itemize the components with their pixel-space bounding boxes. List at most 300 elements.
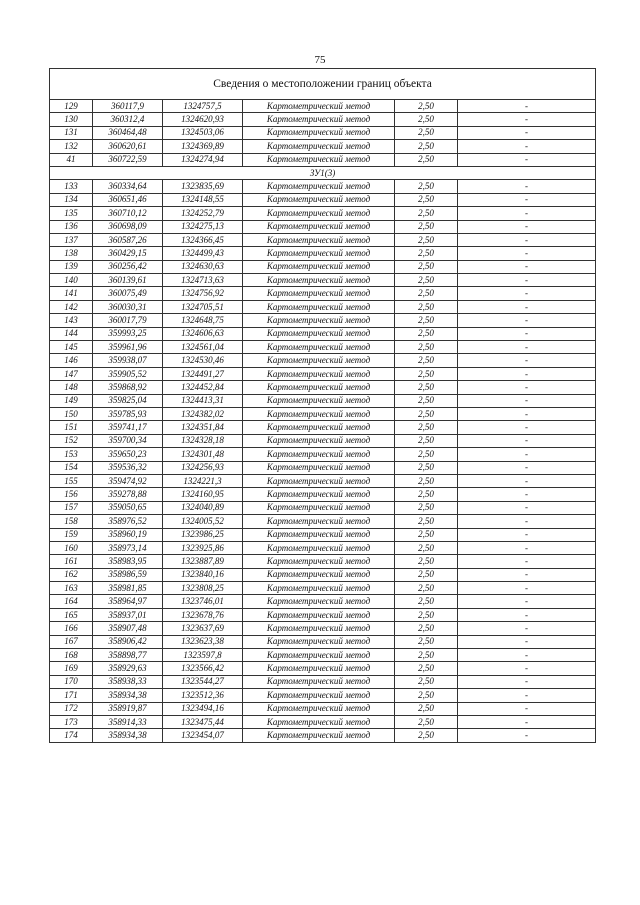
x-coordinate-cell: 358976,52 [93,515,163,528]
x-coordinate-cell: 359474,92 [93,474,163,487]
y-coordinate-cell: 1324252,79 [163,207,243,220]
description-cell: - [458,715,596,728]
method-cell: Картометрический метод [243,729,395,742]
table-row [50,541,596,554]
point-number-cell: 141 [50,287,93,300]
table-row [50,220,596,233]
point-number-cell: 171 [50,689,93,702]
table-row [50,649,596,662]
point-number-cell: 137 [50,233,93,246]
y-coordinate-cell: 1323835,69 [163,180,243,193]
description-cell: - [458,314,596,327]
table-row [50,354,596,367]
method-cell: Картометрический метод [243,608,395,621]
table-row [50,488,596,501]
accuracy-cell: 2,50 [395,702,458,715]
x-coordinate-cell: 358973,14 [93,541,163,554]
point-number-cell: 158 [50,515,93,528]
y-coordinate-cell: 1323746,01 [163,595,243,608]
table-row [50,474,596,487]
description-cell: - [458,608,596,621]
point-number-cell: 172 [50,702,93,715]
method-cell: Картометрический метод [243,421,395,434]
description-cell: - [458,568,596,581]
table-row [50,193,596,206]
y-coordinate-cell: 1324757,5 [163,100,243,113]
y-coordinate-cell: 1323494,16 [163,702,243,715]
description-cell: - [458,555,596,568]
table-row [50,448,596,461]
table-row [50,153,596,166]
accuracy-cell: 2,50 [395,675,458,688]
table-row [50,461,596,474]
table-row [50,568,596,581]
description-cell: - [458,488,596,501]
x-coordinate-cell: 359868,92 [93,381,163,394]
accuracy-cell: 2,50 [395,528,458,541]
description-cell: - [458,515,596,528]
method-cell: Картометрический метод [243,314,395,327]
x-coordinate-cell: 358919,87 [93,702,163,715]
table-row [50,100,596,113]
accuracy-cell: 2,50 [395,515,458,528]
accuracy-cell: 2,50 [395,568,458,581]
description-cell: - [458,394,596,407]
x-coordinate-cell: 358938,33 [93,675,163,688]
point-number-cell: 173 [50,715,93,728]
table-row [50,314,596,327]
point-number-cell: 151 [50,421,93,434]
accuracy-cell: 2,50 [395,488,458,501]
accuracy-cell: 2,50 [395,689,458,702]
accuracy-cell: 2,50 [395,595,458,608]
description-cell: - [458,113,596,126]
accuracy-cell: 2,50 [395,541,458,554]
method-cell: Картометрический метод [243,448,395,461]
y-coordinate-cell: 1324648,75 [163,314,243,327]
table-row [50,675,596,688]
x-coordinate-cell: 360587,26 [93,233,163,246]
method-cell: Картометрический метод [243,555,395,568]
method-cell: Картометрический метод [243,675,395,688]
y-coordinate-cell: 1324256,93 [163,461,243,474]
y-coordinate-cell: 1323887,89 [163,555,243,568]
x-coordinate-cell: 360710,12 [93,207,163,220]
method-cell: Картометрический метод [243,274,395,287]
x-coordinate-cell: 359050,65 [93,501,163,514]
accuracy-cell: 2,50 [395,635,458,648]
accuracy-cell: 2,50 [395,662,458,675]
y-coordinate-cell: 1324713,63 [163,274,243,287]
point-number-cell: 132 [50,140,93,153]
description-cell: - [458,300,596,313]
description-cell: - [458,528,596,541]
table-row [50,582,596,595]
description-cell: - [458,140,596,153]
point-number-cell: 143 [50,314,93,327]
y-coordinate-cell: 1323808,25 [163,582,243,595]
x-coordinate-cell: 360256,42 [93,260,163,273]
accuracy-cell: 2,50 [395,649,458,662]
description-cell: - [458,341,596,354]
method-cell: Картометрический метод [243,153,395,166]
table-row [50,126,596,139]
point-number-cell: 129 [50,100,93,113]
description-cell: - [458,247,596,260]
table-title: Сведения о местоположении границ объекта [50,69,596,100]
description-cell: - [458,635,596,648]
description-cell: - [458,675,596,688]
point-number-cell: 144 [50,327,93,340]
x-coordinate-cell: 360030,31 [93,300,163,313]
accuracy-cell: 2,50 [395,394,458,407]
y-coordinate-cell: 1324756,92 [163,287,243,300]
method-cell: Картометрический метод [243,140,395,153]
table-row [50,300,596,313]
method-cell: Картометрический метод [243,100,395,113]
method-cell: Картометрический метод [243,233,395,246]
description-cell: - [458,582,596,595]
x-coordinate-cell: 358960,19 [93,528,163,541]
method-cell: Картометрический метод [243,461,395,474]
y-coordinate-cell: 1323678,76 [163,608,243,621]
point-number-cell: 155 [50,474,93,487]
point-number-cell: 160 [50,541,93,554]
y-coordinate-cell: 1324530,46 [163,354,243,367]
point-number-cell: 134 [50,193,93,206]
x-coordinate-cell: 360620,61 [93,140,163,153]
description-cell: - [458,474,596,487]
description-cell: - [458,622,596,635]
method-cell: Картометрический метод [243,662,395,675]
point-number-cell: 138 [50,247,93,260]
point-number-cell: 41 [50,153,93,166]
description-cell: - [458,702,596,715]
y-coordinate-cell: 1324561,04 [163,341,243,354]
x-coordinate-cell: 358986,59 [93,568,163,581]
accuracy-cell: 2,50 [395,100,458,113]
x-coordinate-cell: 358929,63 [93,662,163,675]
accuracy-cell: 2,50 [395,474,458,487]
description-cell: - [458,649,596,662]
point-number-cell: 131 [50,126,93,139]
table-row [50,528,596,541]
point-number-cell: 164 [50,595,93,608]
description-cell: - [458,220,596,233]
point-number-cell: 135 [50,207,93,220]
description-cell: - [458,367,596,380]
x-coordinate-cell: 360117,9 [93,100,163,113]
point-number-cell: 162 [50,568,93,581]
table-row [50,274,596,287]
method-cell: Картометрический метод [243,474,395,487]
point-number-cell: 150 [50,407,93,420]
point-number-cell: 153 [50,448,93,461]
point-number-cell: 148 [50,381,93,394]
point-number-cell: 139 [50,260,93,273]
method-cell: Картометрический метод [243,381,395,394]
accuracy-cell: 2,50 [395,381,458,394]
x-coordinate-cell: 359278,88 [93,488,163,501]
table-row [50,595,596,608]
y-coordinate-cell: 1323475,44 [163,715,243,728]
accuracy-cell: 2,50 [395,327,458,340]
method-cell: Картометрический метод [243,541,395,554]
section-label: ЗУ1(3) [50,166,596,179]
point-number-cell: 161 [50,555,93,568]
accuracy-cell: 2,50 [395,180,458,193]
description-cell: - [458,381,596,394]
accuracy-cell: 2,50 [395,314,458,327]
method-cell: Картометрический метод [243,407,395,420]
x-coordinate-cell: 358907,48 [93,622,163,635]
table-row [50,287,596,300]
accuracy-cell: 2,50 [395,434,458,447]
description-cell: - [458,595,596,608]
y-coordinate-cell: 1323925,86 [163,541,243,554]
y-coordinate-cell: 1324369,89 [163,140,243,153]
x-coordinate-cell: 359938,07 [93,354,163,367]
method-cell: Картометрический метод [243,260,395,273]
method-cell: Картометрический метод [243,193,395,206]
method-cell: Картометрический метод [243,568,395,581]
method-cell: Картометрический метод [243,622,395,635]
description-cell: - [458,407,596,420]
table-row [50,729,596,742]
description-cell: - [458,274,596,287]
method-cell: Картометрический метод [243,367,395,380]
method-cell: Картометрический метод [243,702,395,715]
accuracy-cell: 2,50 [395,247,458,260]
y-coordinate-cell: 1323566,42 [163,662,243,675]
y-coordinate-cell: 1324221,3 [163,474,243,487]
point-number-cell: 136 [50,220,93,233]
y-coordinate-cell: 1324452,84 [163,381,243,394]
accuracy-cell: 2,50 [395,421,458,434]
x-coordinate-cell: 358934,38 [93,729,163,742]
boundary-table [49,68,596,743]
table-row [50,367,596,380]
x-coordinate-cell: 359650,23 [93,448,163,461]
y-coordinate-cell: 1323597,8 [163,649,243,662]
method-cell: Картометрический метод [243,220,395,233]
table-row [50,434,596,447]
method-cell: Картометрический метод [243,287,395,300]
point-number-cell: 168 [50,649,93,662]
description-cell: - [458,207,596,220]
x-coordinate-cell: 360651,46 [93,193,163,206]
x-coordinate-cell: 358914,33 [93,715,163,728]
description-cell: - [458,662,596,675]
method-cell: Картометрический метод [243,180,395,193]
y-coordinate-cell: 1323986,25 [163,528,243,541]
table-row [50,233,596,246]
table-row [50,501,596,514]
accuracy-cell: 2,50 [395,233,458,246]
description-cell: - [458,153,596,166]
description-cell: - [458,541,596,554]
y-coordinate-cell: 1324040,89 [163,501,243,514]
x-coordinate-cell: 360139,61 [93,274,163,287]
x-coordinate-cell: 358898,77 [93,649,163,662]
description-cell: - [458,729,596,742]
method-cell: Картометрический метод [243,341,395,354]
page-number: 75 [314,54,326,66]
point-number-cell: 169 [50,662,93,675]
x-coordinate-cell: 360075,49 [93,287,163,300]
description-cell: - [458,287,596,300]
description-cell: - [458,501,596,514]
y-coordinate-cell: 1324148,55 [163,193,243,206]
point-number-cell: 156 [50,488,93,501]
x-coordinate-cell: 360429,15 [93,247,163,260]
accuracy-cell: 2,50 [395,140,458,153]
accuracy-cell: 2,50 [395,555,458,568]
point-number-cell: 163 [50,582,93,595]
method-cell: Картометрический метод [243,689,395,702]
method-cell: Картометрический метод [243,327,395,340]
accuracy-cell: 2,50 [395,354,458,367]
x-coordinate-cell: 358964,97 [93,595,163,608]
section-row [50,166,596,179]
description-cell: - [458,100,596,113]
point-number-cell: 147 [50,367,93,380]
method-cell: Картометрический метод [243,207,395,220]
accuracy-cell: 2,50 [395,274,458,287]
accuracy-cell: 2,50 [395,407,458,420]
table-row [50,327,596,340]
accuracy-cell: 2,50 [395,341,458,354]
boundary-table-body [50,69,596,743]
x-coordinate-cell: 359741,17 [93,421,163,434]
y-coordinate-cell: 1323512,36 [163,689,243,702]
table-row [50,662,596,675]
description-cell: - [458,689,596,702]
description-cell: - [458,180,596,193]
y-coordinate-cell: 1323544,27 [163,675,243,688]
table-row [50,207,596,220]
table-row [50,140,596,153]
x-coordinate-cell: 360017,79 [93,314,163,327]
method-cell: Картометрический метод [243,300,395,313]
method-cell: Картометрический метод [243,649,395,662]
table-row [50,622,596,635]
method-cell: Картометрический метод [243,582,395,595]
description-cell: - [458,233,596,246]
table-row [50,341,596,354]
description-cell: - [458,327,596,340]
table-row [50,635,596,648]
accuracy-cell: 2,50 [395,501,458,514]
x-coordinate-cell: 359961,96 [93,341,163,354]
method-cell: Картометрический метод [243,501,395,514]
x-coordinate-cell: 360464,48 [93,126,163,139]
accuracy-cell: 2,50 [395,715,458,728]
accuracy-cell: 2,50 [395,461,458,474]
description-cell: - [458,354,596,367]
y-coordinate-cell: 1324275,13 [163,220,243,233]
description-cell: - [458,421,596,434]
accuracy-cell: 2,50 [395,367,458,380]
y-coordinate-cell: 1324491,27 [163,367,243,380]
x-coordinate-cell: 360312,4 [93,113,163,126]
table-row [50,702,596,715]
accuracy-cell: 2,50 [395,193,458,206]
point-number-cell: 174 [50,729,93,742]
point-number-cell: 142 [50,300,93,313]
y-coordinate-cell: 1324413,31 [163,394,243,407]
x-coordinate-cell: 358981,85 [93,582,163,595]
method-cell: Картометрический метод [243,635,395,648]
method-cell: Картометрический метод [243,354,395,367]
method-cell: Картометрический метод [243,715,395,728]
table-row [50,394,596,407]
y-coordinate-cell: 1324301,48 [163,448,243,461]
point-number-cell: 165 [50,608,93,621]
accuracy-cell: 2,50 [395,220,458,233]
y-coordinate-cell: 1324503,06 [163,126,243,139]
point-number-cell: 166 [50,622,93,635]
y-coordinate-cell: 1323623,38 [163,635,243,648]
x-coordinate-cell: 360334,64 [93,180,163,193]
method-cell: Картометрический метод [243,126,395,139]
x-coordinate-cell: 358937,01 [93,608,163,621]
y-coordinate-cell: 1324620,93 [163,113,243,126]
point-number-cell: 157 [50,501,93,514]
method-cell: Картометрический метод [243,394,395,407]
accuracy-cell: 2,50 [395,113,458,126]
accuracy-cell: 2,50 [395,260,458,273]
x-coordinate-cell: 359785,93 [93,407,163,420]
x-coordinate-cell: 359536,32 [93,461,163,474]
point-number-cell: 130 [50,113,93,126]
description-cell: - [458,260,596,273]
x-coordinate-cell: 358934,38 [93,689,163,702]
accuracy-cell: 2,50 [395,287,458,300]
method-cell: Картометрический метод [243,113,395,126]
table-row [50,515,596,528]
point-number-cell: 146 [50,354,93,367]
description-cell: - [458,193,596,206]
point-number-cell: 170 [50,675,93,688]
table-row [50,689,596,702]
point-number-cell: 149 [50,394,93,407]
accuracy-cell: 2,50 [395,582,458,595]
x-coordinate-cell: 358983,95 [93,555,163,568]
y-coordinate-cell: 1324382,02 [163,407,243,420]
accuracy-cell: 2,50 [395,207,458,220]
y-coordinate-cell: 1323454,07 [163,729,243,742]
x-coordinate-cell: 359700,34 [93,434,163,447]
table-row [50,247,596,260]
method-cell: Картометрический метод [243,488,395,501]
y-coordinate-cell: 1324351,84 [163,421,243,434]
y-coordinate-cell: 1324366,45 [163,233,243,246]
x-coordinate-cell: 359905,52 [93,367,163,380]
y-coordinate-cell: 1324274,94 [163,153,243,166]
point-number-cell: 154 [50,461,93,474]
point-number-cell: 140 [50,274,93,287]
accuracy-cell: 2,50 [395,153,458,166]
x-coordinate-cell: 358906,42 [93,635,163,648]
table-row [50,555,596,568]
table-row [50,608,596,621]
y-coordinate-cell: 1323637,69 [163,622,243,635]
y-coordinate-cell: 1324160,95 [163,488,243,501]
x-coordinate-cell: 360722,59 [93,153,163,166]
point-number-cell: 167 [50,635,93,648]
point-number-cell: 133 [50,180,93,193]
